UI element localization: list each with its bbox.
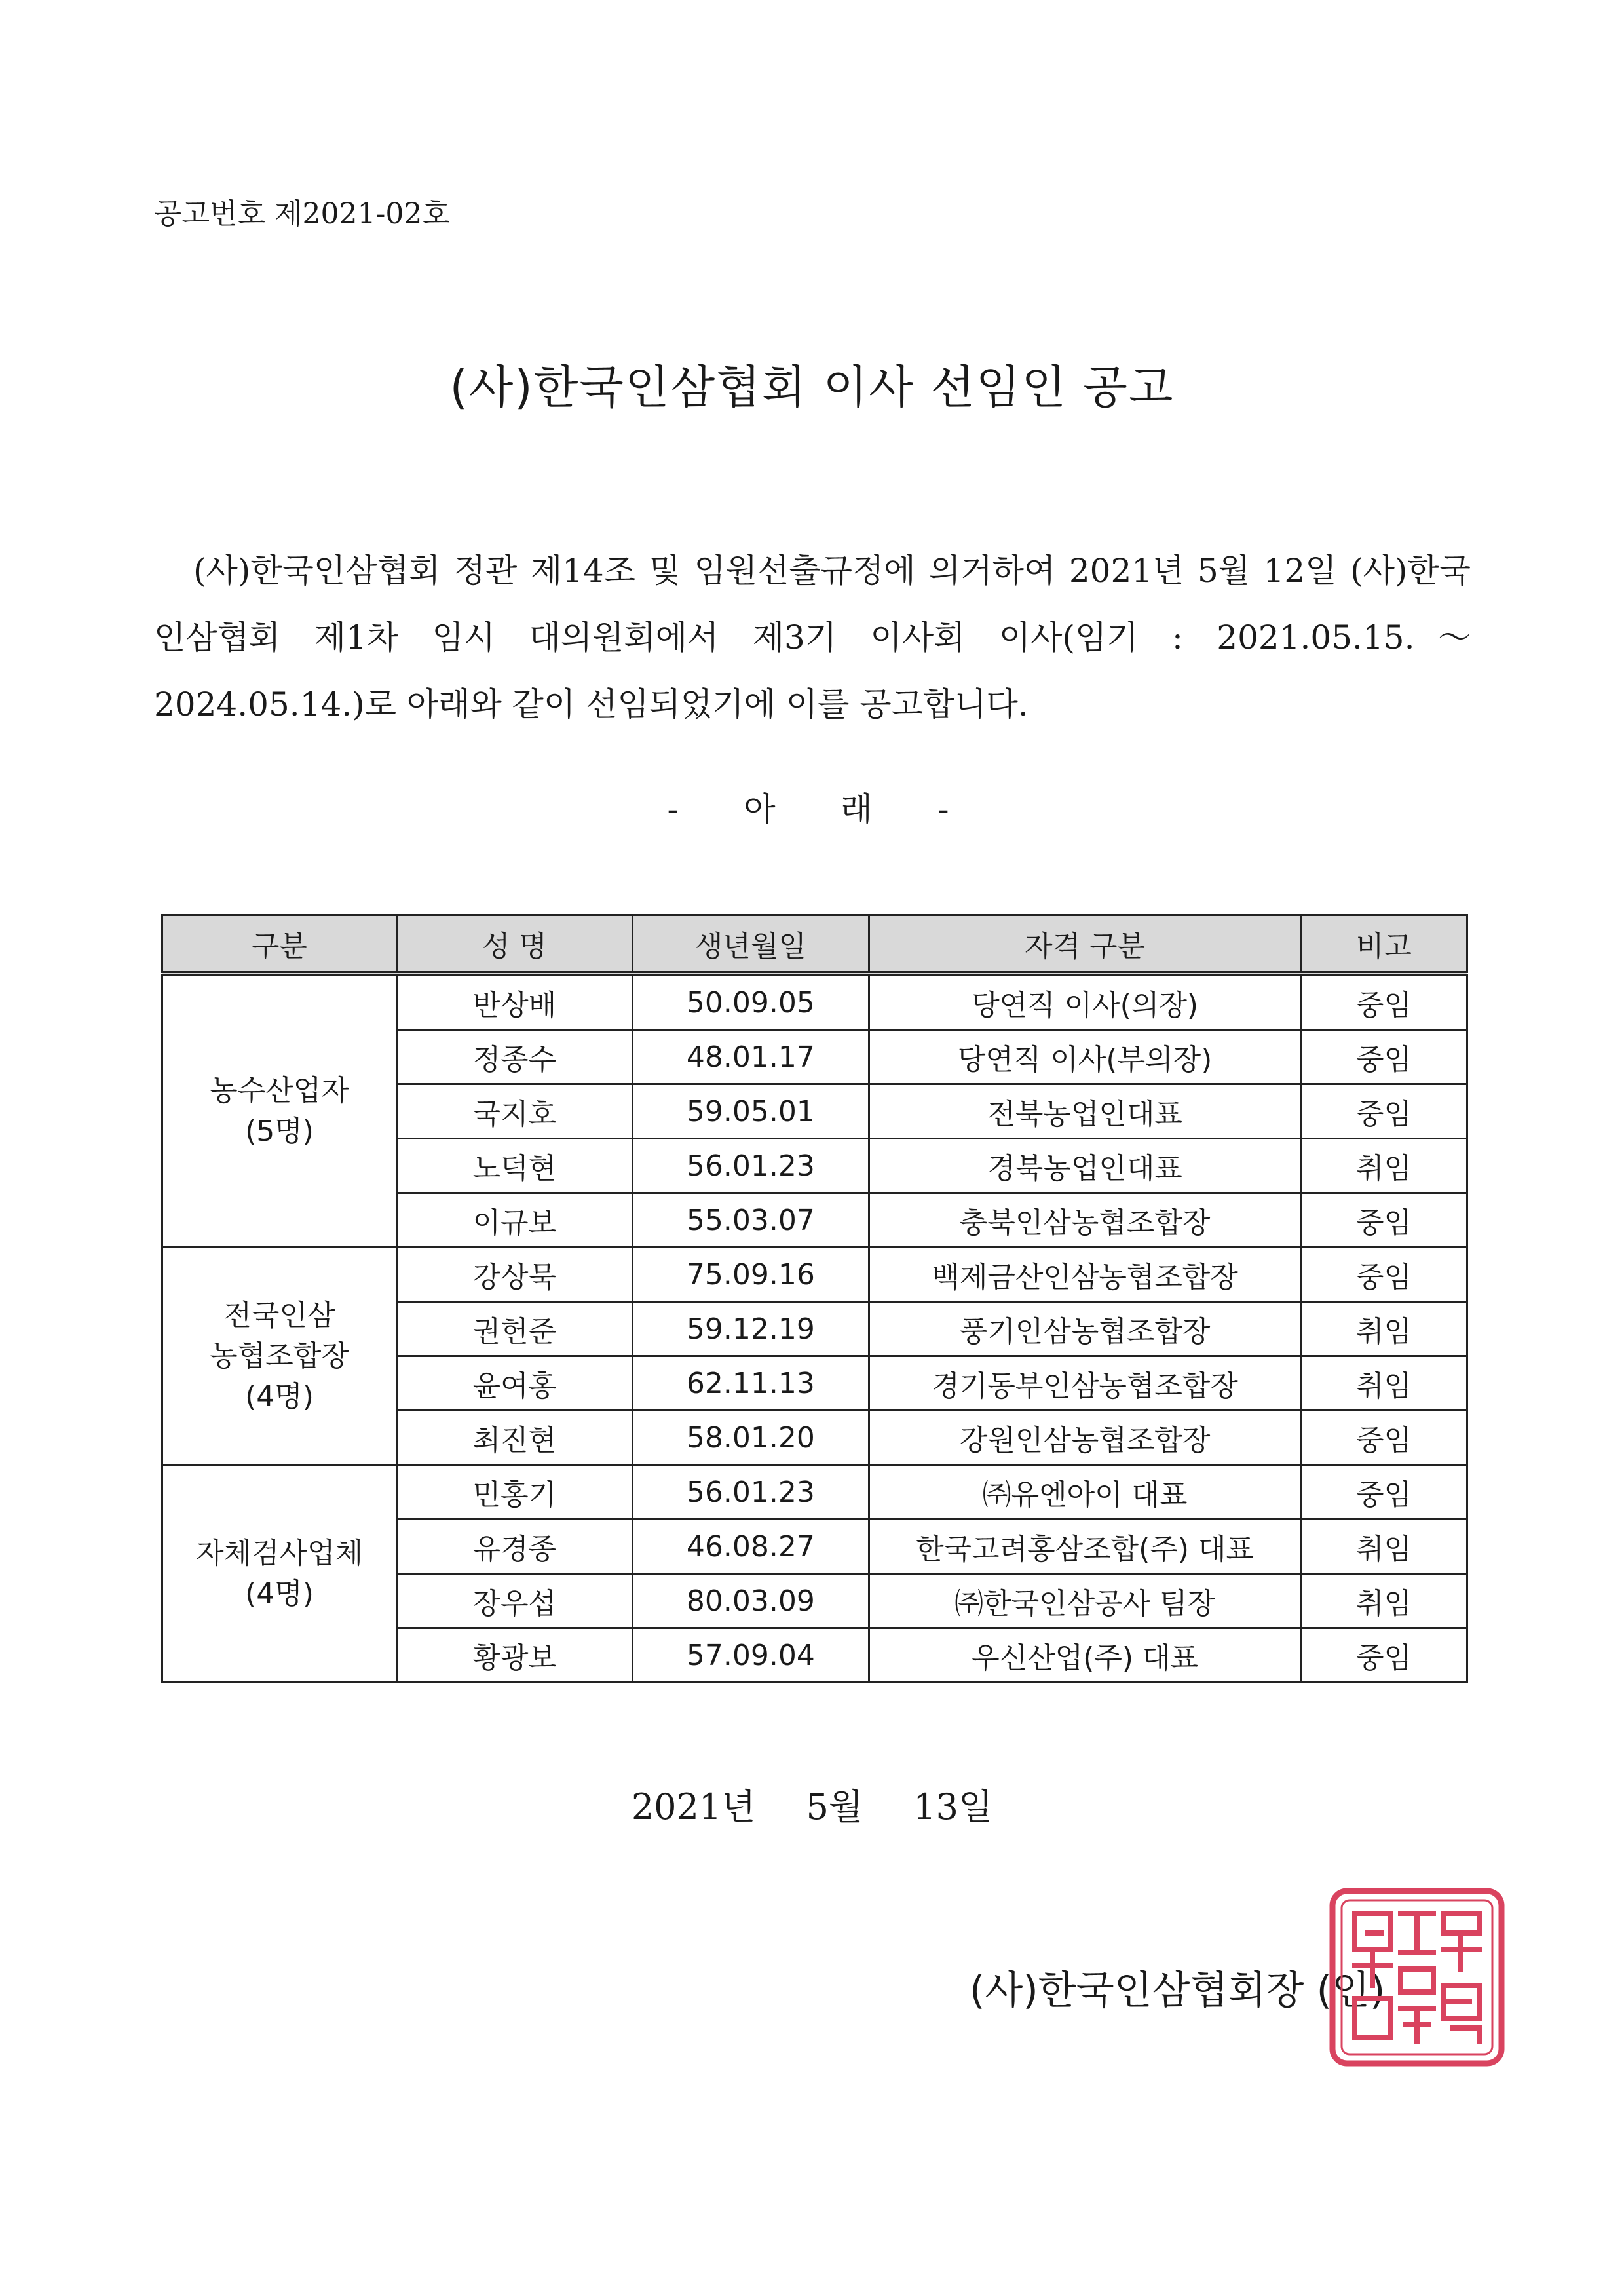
note-cell: 중임: [1301, 1193, 1467, 1248]
qualification-cell: ㈜유엔아이 대표: [869, 1465, 1301, 1520]
birthdate-cell: 75.09.16: [632, 1248, 869, 1302]
category-line: (4명): [245, 1379, 314, 1413]
qualification-cell: 한국고려홍삼조합(주) 대표: [869, 1520, 1301, 1574]
section-mark: - 아 래 -: [667, 790, 957, 828]
category-cell: [162, 1465, 397, 1683]
birthdate-cell: 56.01.23: [632, 1465, 869, 1520]
birthdate-cell: 62.11.13: [632, 1356, 869, 1411]
notice-number: 공고번호 제2021-02호: [154, 197, 450, 231]
signer: (사)한국인삼협회장 (인): [970, 1968, 1386, 2014]
document-title: (사)한국인삼협회 이사 선임인 공고: [449, 360, 1175, 414]
qualification-cell: ㈜한국인삼공사 팀장: [869, 1574, 1301, 1628]
category-cell: [162, 1248, 397, 1465]
header-note: 비고: [1301, 915, 1467, 974]
note-cell: 중임: [1301, 1465, 1467, 1520]
birthdate-cell: 50.09.05: [632, 974, 869, 1030]
category-line: (5명): [245, 1115, 314, 1148]
birthdate-cell: 46.08.27: [632, 1520, 869, 1574]
qualification-cell: 강원인삼농협조합장: [869, 1411, 1301, 1465]
name-cell: 권헌준: [396, 1302, 632, 1356]
note-cell: 중임: [1301, 974, 1467, 1030]
name-cell: 반상배: [396, 974, 632, 1030]
qualification-cell: 우신산업(주) 대표: [869, 1628, 1301, 1683]
table-header-row: [162, 915, 1467, 974]
qualification-cell: 백제금산인삼농협조합장: [869, 1248, 1301, 1302]
qualification-cell: 당연직 이사(의장): [869, 974, 1301, 1030]
table-row: [162, 1465, 1467, 1520]
birthdate-cell: 80.03.09: [632, 1574, 869, 1628]
director-table: [161, 914, 1468, 1683]
name-cell: 정종수: [396, 1030, 632, 1084]
qualification-cell: 풍기인삼농협조합장: [869, 1302, 1301, 1356]
category-line: 자체검사업체: [195, 1536, 363, 1570]
name-cell: 장우섭: [396, 1574, 632, 1628]
category-cell: [162, 974, 397, 1248]
name-cell: 윤여홍: [396, 1356, 632, 1411]
name-cell: 민홍기: [396, 1465, 632, 1520]
birthdate-cell: 58.01.20: [632, 1411, 869, 1465]
header-qualification: 자격 구분: [869, 915, 1301, 974]
birthdate-cell: 48.01.17: [632, 1030, 869, 1084]
name-cell: 최진현: [396, 1411, 632, 1465]
category-line: (4명): [245, 1577, 314, 1611]
name-cell: 유경종: [396, 1520, 632, 1574]
category-line: 전국인삼: [223, 1298, 335, 1332]
category-line: 농수산업자: [210, 1074, 349, 1107]
note-cell: 취임: [1301, 1574, 1467, 1628]
official-seal-icon: [1329, 1887, 1505, 2067]
note-cell: 취임: [1301, 1356, 1467, 1411]
qualification-cell: 경북농업인대표: [869, 1139, 1301, 1193]
note-cell: 취임: [1301, 1302, 1467, 1356]
birthdate-cell: 59.05.01: [632, 1084, 869, 1139]
seal-stroke-1: [1401, 1913, 1433, 2041]
note-cell: 중임: [1301, 1248, 1467, 1302]
birthdate-cell: 55.03.07: [632, 1193, 869, 1248]
birthdate-cell: 56.01.23: [632, 1139, 869, 1193]
note-cell: 중임: [1301, 1084, 1467, 1139]
note-cell: 취임: [1301, 1520, 1467, 1574]
name-cell: 노덕현: [396, 1139, 632, 1193]
name-cell: 강상묵: [396, 1248, 632, 1302]
seal-stroke-2: [1443, 1913, 1479, 2041]
note-cell: 중임: [1301, 1030, 1467, 1084]
note-cell: 중임: [1301, 1411, 1467, 1465]
table-row: [162, 1248, 1467, 1302]
qualification-cell: 전북농업인대표: [869, 1084, 1301, 1139]
table-body: [162, 974, 1467, 1683]
qualification-cell: 경기동부인삼농협조합장: [869, 1356, 1301, 1411]
qualification-cell: 충북인삼농협조합장: [869, 1193, 1301, 1248]
qualification-cell: 당연직 이사(부의장): [869, 1030, 1301, 1084]
name-cell: 국지호: [396, 1084, 632, 1139]
note-cell: 중임: [1301, 1628, 1467, 1683]
header-birthdate: 생년월일: [632, 915, 869, 974]
name-cell: 이규보: [396, 1193, 632, 1248]
notice-body-paragraph: (사)한국인삼협회 정관 제14조 및 임원선출규정에 의거하여 2021년 5월 12일 (사)한국인삼협회 제1차 임시 대의원회에서 제3기 이사회 이사(임기 : 2021.05.15.～2024.05.14.)로 아래와 같이 선임되었기에 이를 공고합니다.: [154, 552, 1471, 723]
category-line: 농협조합장: [210, 1339, 349, 1373]
notice-body: [154, 537, 1471, 738]
name-cell: 황광보: [396, 1628, 632, 1683]
birthdate-cell: 57.09.04: [632, 1628, 869, 1683]
header-name: 성 명: [396, 915, 632, 974]
note-cell: 취임: [1301, 1139, 1467, 1193]
notice-date: 2021년 5월 13일: [631, 1786, 993, 1827]
header-category: 구분: [162, 915, 397, 974]
birthdate-cell: 59.12.19: [632, 1302, 869, 1356]
table-row: [162, 974, 1467, 1030]
